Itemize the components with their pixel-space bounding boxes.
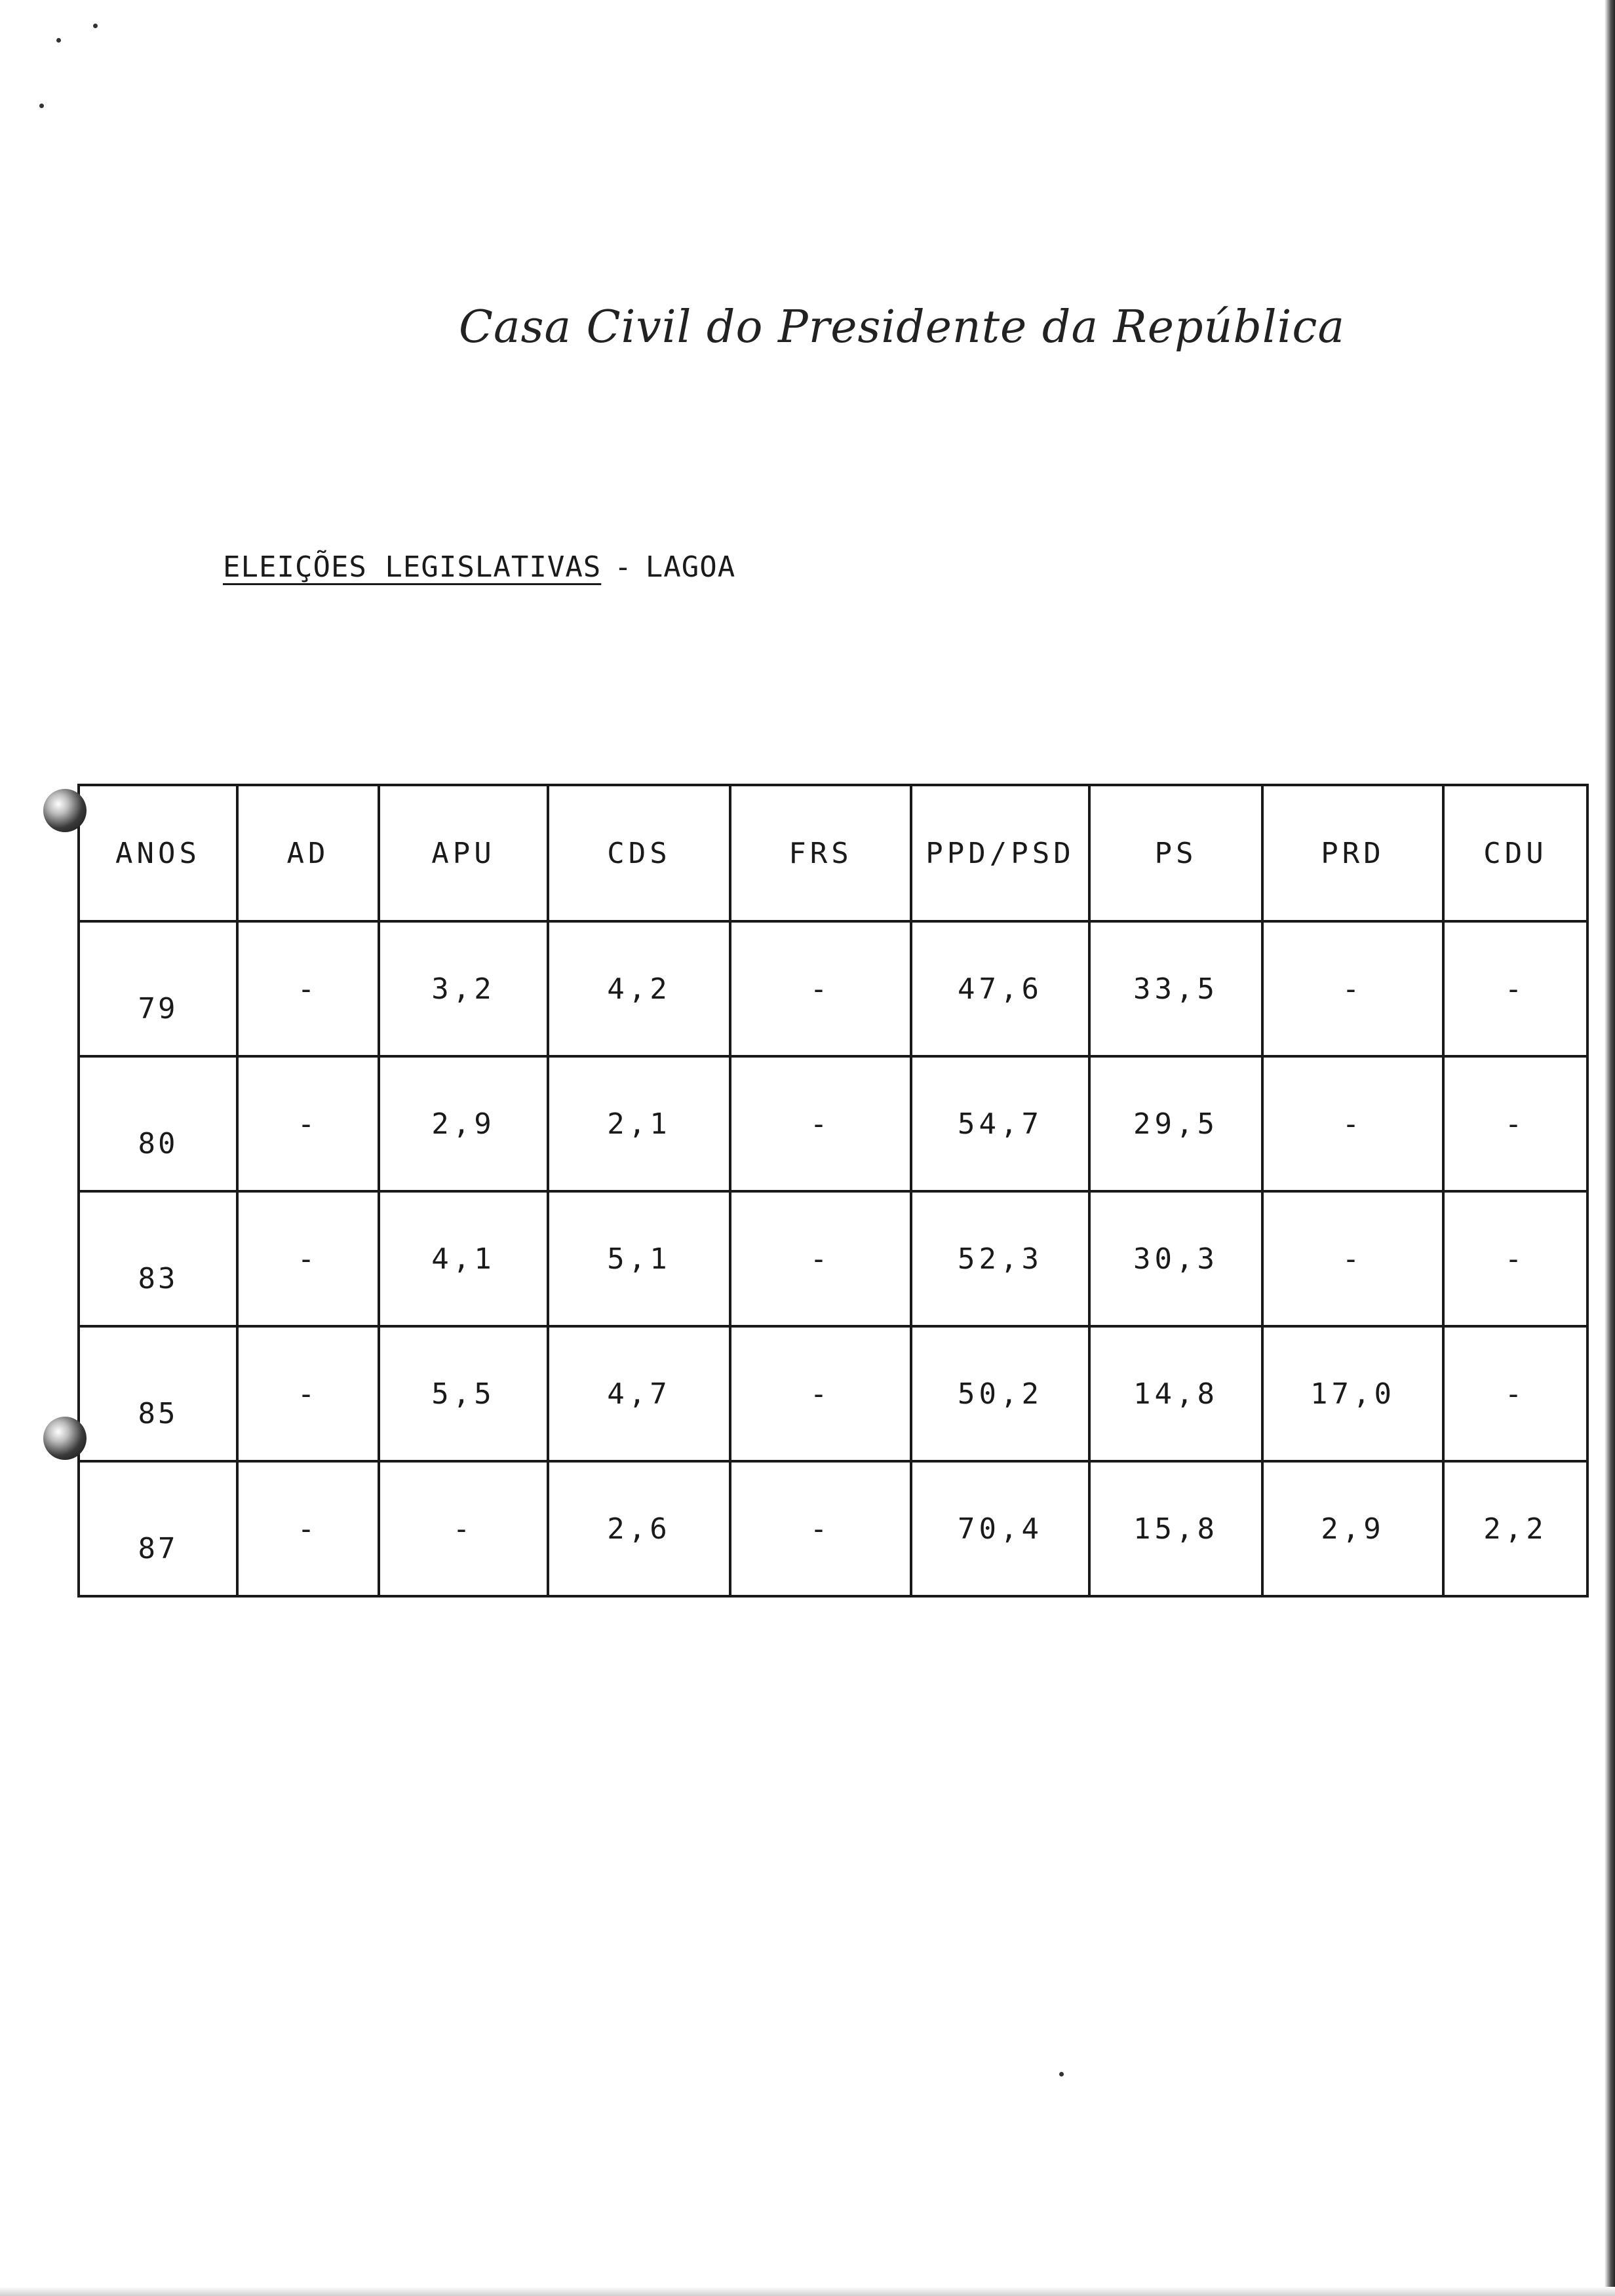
value-cell: - xyxy=(237,1326,379,1461)
value-cell: 2,1 xyxy=(548,1056,730,1191)
table-row xyxy=(79,1461,1587,1596)
value-cell: 52,3 xyxy=(911,1191,1089,1326)
value-cell: - xyxy=(237,1056,379,1191)
scan-speck xyxy=(56,38,61,43)
title-location: LAGOA xyxy=(645,550,736,584)
value-cell: - xyxy=(730,1326,911,1461)
value-cell: - xyxy=(1443,921,1587,1056)
value-cell: 4,7 xyxy=(548,1326,730,1461)
value-cell: - xyxy=(1262,921,1443,1056)
year-cell: 79 xyxy=(79,921,237,1056)
table-row xyxy=(79,1191,1587,1326)
value-cell: - xyxy=(237,1191,379,1326)
header-cell-ps: PS xyxy=(1089,785,1262,921)
table-row xyxy=(79,921,1587,1056)
scan-speck xyxy=(39,104,44,108)
table-header-row xyxy=(79,785,1587,921)
value-cell: - xyxy=(730,1191,911,1326)
value-cell: - xyxy=(1443,1326,1587,1461)
value-cell: 15,8 xyxy=(1089,1461,1262,1596)
header-cell-cds: CDS xyxy=(548,785,730,921)
scan-edge-shadow xyxy=(1605,0,1615,2296)
header-cell-ppd-psd: PPD/PSD xyxy=(911,785,1089,921)
title-main: ELEIÇÕES LEGISLATIVAS xyxy=(223,550,602,584)
value-cell: - xyxy=(237,1461,379,1596)
value-cell: 5,5 xyxy=(379,1326,548,1461)
value-cell: 4,1 xyxy=(379,1191,548,1326)
value-cell: - xyxy=(730,1056,911,1191)
table-row xyxy=(79,1056,1587,1191)
value-cell: 2,6 xyxy=(548,1461,730,1596)
value-cell: - xyxy=(1262,1056,1443,1191)
value-cell: 17,0 xyxy=(1262,1326,1443,1461)
header-cell-ad: AD xyxy=(237,785,379,921)
value-cell: - xyxy=(730,1461,911,1596)
value-cell: 47,6 xyxy=(911,921,1089,1056)
value-cell: 70,4 xyxy=(911,1461,1089,1596)
value-cell: - xyxy=(1262,1191,1443,1326)
scan-edge-shadow xyxy=(0,2287,1615,2296)
value-cell: - xyxy=(379,1461,548,1596)
letterhead: Casa Civil do Presidente da República xyxy=(459,301,1346,353)
year-cell: 80 xyxy=(79,1056,237,1191)
title-separator: - xyxy=(614,550,632,584)
value-cell: 4,2 xyxy=(548,921,730,1056)
value-cell: - xyxy=(237,921,379,1056)
scan-speck xyxy=(93,24,98,28)
value-cell: 2,9 xyxy=(1262,1461,1443,1596)
value-cell: 3,2 xyxy=(379,921,548,1056)
value-cell: - xyxy=(730,921,911,1056)
value-cell: 14,8 xyxy=(1089,1326,1262,1461)
value-cell: 2,2 xyxy=(1443,1461,1587,1596)
year-cell: 85 xyxy=(79,1326,237,1461)
header-cell-anos: ANOS xyxy=(79,785,237,921)
header-cell-frs: FRS xyxy=(730,785,911,921)
value-cell: 2,9 xyxy=(379,1056,548,1191)
value-cell: 29,5 xyxy=(1089,1056,1262,1191)
year-cell: 87 xyxy=(79,1461,237,1596)
value-cell: 54,7 xyxy=(911,1056,1089,1191)
value-cell: 33,5 xyxy=(1089,921,1262,1056)
election-results-table xyxy=(77,784,1589,1598)
value-cell: - xyxy=(1443,1056,1587,1191)
header-cell-cdu: CDU xyxy=(1443,785,1587,921)
value-cell: - xyxy=(1443,1191,1587,1326)
value-cell: 5,1 xyxy=(548,1191,730,1326)
value-cell: 30,3 xyxy=(1089,1191,1262,1326)
table-row xyxy=(79,1326,1587,1461)
header-cell-prd: PRD xyxy=(1262,785,1443,921)
scan-speck xyxy=(1059,2072,1064,2076)
punch-hole-icon xyxy=(43,789,87,832)
punch-hole-icon xyxy=(43,1417,87,1460)
header-cell-apu: APU xyxy=(379,785,548,921)
value-cell: 50,2 xyxy=(911,1326,1089,1461)
year-cell: 83 xyxy=(79,1191,237,1326)
document-title xyxy=(223,550,735,584)
